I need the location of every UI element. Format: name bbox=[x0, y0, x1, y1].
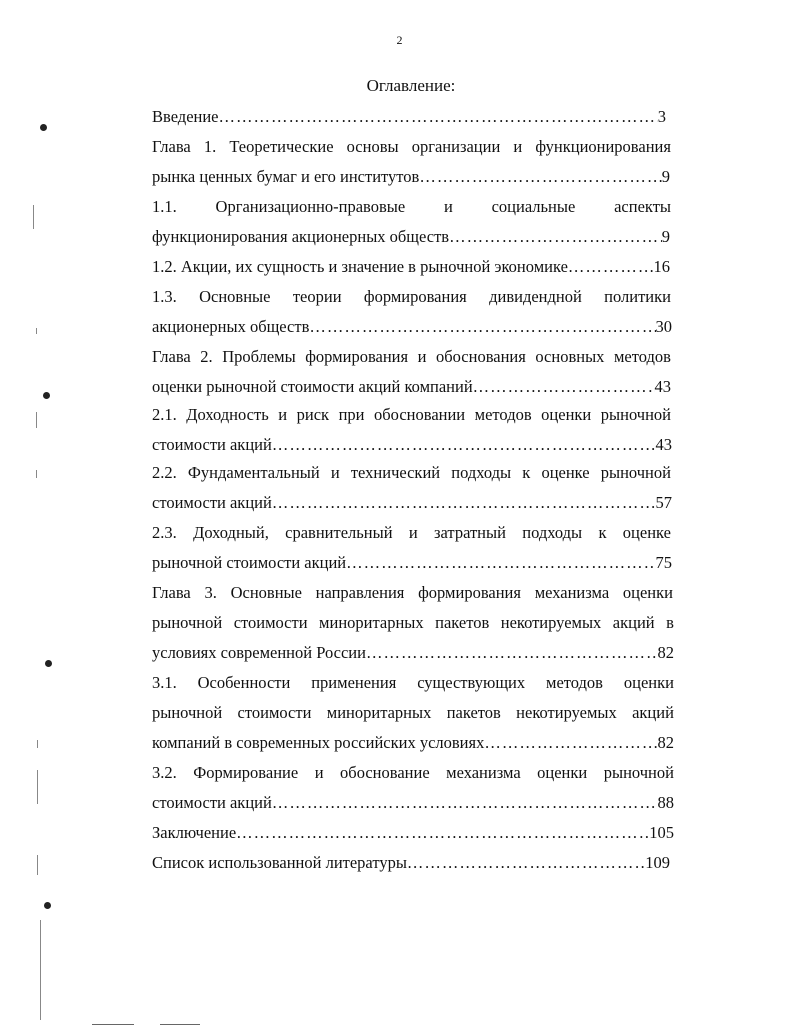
scan-artifact-line bbox=[40, 920, 41, 1020]
scan-artifact-line bbox=[36, 470, 37, 478]
toc-word: Формирование bbox=[193, 763, 299, 782]
toc-word: Фундаментальный bbox=[187, 463, 320, 482]
toc-entry-title: акционерных обществ bbox=[152, 317, 310, 336]
toc-word: Глава bbox=[152, 583, 191, 602]
toc-word: 3.1. bbox=[152, 673, 177, 692]
toc-entry-line bbox=[152, 613, 674, 633]
toc-word: 1. bbox=[203, 137, 217, 156]
toc-entry-title: компаний в современных российских условиях bbox=[152, 733, 485, 752]
toc-word: и bbox=[417, 347, 427, 366]
toc-entry-title: Введение bbox=[152, 107, 219, 126]
toc-word: акций bbox=[632, 703, 674, 722]
toc-word: 2.3. bbox=[152, 523, 177, 542]
toc-entry-line bbox=[152, 583, 673, 603]
page-number: 2 bbox=[396, 33, 403, 47]
toc-word: технический bbox=[350, 463, 441, 482]
toc-entry-title: рынка ценных бумаг и его институтов bbox=[152, 167, 420, 186]
toc-word: некотируемых bbox=[516, 703, 617, 722]
scan-artifact-line bbox=[37, 740, 38, 748]
toc-word: формирования bbox=[418, 583, 521, 602]
toc-dot-leader bbox=[449, 227, 662, 247]
toc-word: методов bbox=[474, 405, 532, 424]
toc-entry-line bbox=[152, 227, 670, 247]
toc-page-number: 9 bbox=[661, 227, 670, 246]
toc-entry-title: рыночной стоимости акций bbox=[152, 553, 347, 572]
toc-entry-line bbox=[152, 673, 674, 693]
toc-dot-leader bbox=[236, 823, 649, 843]
toc-word: сравнительный bbox=[285, 523, 393, 542]
toc-page-number: 109 bbox=[645, 853, 670, 872]
toc-page-number: 16 bbox=[653, 257, 670, 276]
toc-word: Проблемы bbox=[222, 347, 296, 366]
toc-word: риск bbox=[296, 405, 330, 424]
toc-word: рыночной bbox=[600, 405, 671, 424]
toc-dot-leader bbox=[272, 793, 658, 813]
toc-entry-line bbox=[152, 523, 671, 543]
toc-word: Доходность bbox=[186, 405, 269, 424]
toc-word: рыночной bbox=[600, 463, 671, 482]
toc-entry-title: оценки рыночной стоимости акций компаний bbox=[152, 377, 473, 396]
toc-page-number: 43 bbox=[654, 377, 671, 396]
toc-page-number: 43 bbox=[655, 435, 672, 454]
toc-word: подходы bbox=[451, 463, 512, 482]
toc-word: рыночной bbox=[152, 703, 223, 722]
toc-dot-leader bbox=[473, 377, 655, 397]
toc-entry-line bbox=[152, 137, 671, 157]
toc-word: методов bbox=[546, 673, 603, 692]
toc-dot-leader bbox=[272, 435, 656, 455]
toc-word: основы bbox=[346, 137, 399, 156]
scan-artifact-line bbox=[37, 855, 38, 875]
toc-entry-line bbox=[152, 107, 666, 127]
toc-entry-line bbox=[152, 703, 674, 723]
toc-word: рыночной bbox=[603, 763, 674, 782]
toc-entry-line bbox=[152, 463, 671, 483]
toc-word: организации bbox=[411, 137, 501, 156]
toc-word: функционирования bbox=[535, 137, 671, 156]
toc-entry-line bbox=[152, 763, 674, 783]
toc-word: 1.3. bbox=[152, 287, 177, 306]
toc-entry-line bbox=[152, 793, 674, 813]
toc-entry-title: стоимости акций bbox=[152, 435, 272, 454]
toc-page-number: 9 bbox=[661, 167, 670, 186]
toc-word: затратный bbox=[434, 523, 506, 542]
toc-word: оценки bbox=[541, 405, 592, 424]
toc-word: оценки bbox=[537, 763, 588, 782]
toc-word: оценки bbox=[622, 583, 673, 602]
toc-word: Глава bbox=[152, 347, 191, 366]
toc-word: Глава bbox=[152, 137, 191, 156]
toc-word: и bbox=[314, 763, 324, 782]
toc-word: Теоретические bbox=[229, 137, 334, 156]
toc-word: направления bbox=[315, 583, 405, 602]
toc-word: обоснования bbox=[436, 347, 526, 366]
toc-entry-line bbox=[152, 377, 671, 397]
toc-word: в bbox=[666, 613, 674, 632]
toc-entry-title: стоимости акций bbox=[152, 793, 272, 812]
toc-dot-leader bbox=[309, 317, 655, 337]
toc-word: миноритарных bbox=[319, 613, 424, 632]
toc-entry-line bbox=[152, 823, 674, 843]
toc-word: основных bbox=[535, 347, 605, 366]
toc-dot-leader bbox=[346, 553, 655, 573]
toc-word: формирования bbox=[363, 287, 467, 306]
toc-word: оценке bbox=[541, 463, 590, 482]
toc-page-number: 30 bbox=[655, 317, 672, 336]
scan-artifact-dot bbox=[44, 902, 51, 909]
toc-entry-line bbox=[152, 317, 672, 337]
toc-word: механизма bbox=[446, 763, 521, 782]
toc-entry-line bbox=[152, 405, 671, 425]
toc-word: при bbox=[338, 405, 365, 424]
toc-page-number: 105 bbox=[649, 823, 674, 842]
scan-artifact-line bbox=[92, 1024, 134, 1025]
toc-word: и bbox=[278, 405, 288, 424]
toc-entry-title: функционирования акционерных обществ bbox=[152, 227, 450, 246]
toc-word: пакетов bbox=[446, 703, 501, 722]
scan-artifact-line bbox=[37, 770, 38, 804]
toc-word: Основные bbox=[230, 583, 302, 602]
toc-word: и bbox=[408, 523, 418, 542]
toc-entry-title: условиях современной России bbox=[152, 643, 366, 662]
scan-artifact-line bbox=[36, 412, 37, 428]
toc-entry-line bbox=[152, 347, 671, 367]
toc-word: оценки bbox=[623, 673, 674, 692]
toc-entry-line bbox=[152, 435, 672, 455]
toc-word: Организационно-правовые bbox=[215, 197, 406, 216]
scan-artifact-line bbox=[33, 205, 34, 229]
toc-word: и bbox=[443, 197, 453, 216]
toc-word: применения bbox=[311, 673, 397, 692]
toc-word: аспекты bbox=[614, 197, 671, 216]
toc-entry-line bbox=[152, 553, 672, 573]
toc-dot-leader bbox=[568, 257, 654, 277]
toc-word: 2.1. bbox=[152, 405, 177, 424]
scan-artifact-dot bbox=[43, 392, 50, 399]
toc-word: теории bbox=[292, 287, 342, 306]
toc-dot-leader bbox=[419, 167, 661, 187]
toc-word: дивидендной bbox=[489, 287, 582, 306]
toc-word: обоснование bbox=[340, 763, 430, 782]
toc-word: 1.1. bbox=[152, 197, 177, 216]
scan-artifact-line bbox=[36, 328, 37, 334]
toc-word: социальные bbox=[491, 197, 576, 216]
toc-entry-line bbox=[152, 733, 674, 753]
toc-entry-line bbox=[152, 643, 674, 663]
toc-page-number: 82 bbox=[657, 643, 674, 662]
toc-word: обосновании bbox=[374, 405, 466, 424]
toc-word: оценке bbox=[622, 523, 671, 542]
toc-word: миноритарных bbox=[326, 703, 432, 722]
toc-entry-title: 1.2. Акции, их сущность и значение в рыночной экономике bbox=[152, 257, 568, 276]
toc-word: существующих bbox=[417, 673, 526, 692]
toc-title: Оглавление: bbox=[366, 76, 456, 95]
toc-word: формирования bbox=[305, 347, 409, 366]
toc-word: 3. bbox=[204, 583, 217, 602]
toc-entry-line bbox=[152, 257, 670, 277]
toc-page-number: 57 bbox=[655, 493, 672, 512]
toc-word: к bbox=[522, 463, 531, 482]
toc-word: 2.2. bbox=[152, 463, 177, 482]
toc-dot-leader bbox=[272, 493, 656, 513]
toc-dot-leader bbox=[219, 107, 658, 127]
toc-word: подходы bbox=[522, 523, 583, 542]
toc-word: акций bbox=[612, 613, 655, 632]
toc-entry-line bbox=[152, 493, 672, 513]
toc-word: некотируемых bbox=[500, 613, 602, 632]
toc-entry-title: стоимости акций bbox=[152, 493, 272, 512]
toc-word: Особенности bbox=[197, 673, 291, 692]
toc-word: 2. bbox=[200, 347, 213, 366]
toc-word: 3.2. bbox=[152, 763, 177, 782]
toc-word: политики bbox=[604, 287, 671, 306]
toc-word: рыночной bbox=[152, 613, 223, 632]
toc-dot-leader bbox=[484, 733, 657, 753]
toc-entry-line bbox=[152, 287, 671, 307]
toc-entry-line bbox=[152, 197, 671, 217]
toc-word: пакетов bbox=[435, 613, 490, 632]
toc-dot-leader bbox=[407, 853, 645, 873]
toc-word: к bbox=[598, 523, 607, 542]
toc-word: методов bbox=[613, 347, 671, 366]
toc-entry-title: Заключение bbox=[152, 823, 237, 842]
toc-entry-line bbox=[152, 167, 670, 187]
toc-word: и bbox=[513, 137, 523, 156]
toc-entry-title: Список использованной литературы bbox=[152, 853, 407, 872]
toc-word: стоимости bbox=[233, 613, 308, 632]
scan-artifact-dot bbox=[45, 660, 52, 667]
toc-word: стоимости bbox=[237, 703, 312, 722]
toc-entry-line bbox=[152, 853, 670, 873]
toc-page-number: 88 bbox=[657, 793, 674, 812]
scan-artifact-dot bbox=[40, 124, 47, 131]
toc-page-number: 82 bbox=[657, 733, 674, 752]
toc-page-number: 75 bbox=[655, 553, 672, 572]
scan-artifact-line bbox=[160, 1024, 200, 1025]
toc-word: Доходный, bbox=[193, 523, 269, 542]
toc-page-number: 3 bbox=[657, 107, 666, 126]
toc-word: Основные bbox=[199, 287, 271, 306]
toc-word: и bbox=[330, 463, 340, 482]
toc-dot-leader bbox=[366, 643, 658, 663]
toc-word: механизма bbox=[534, 583, 610, 602]
